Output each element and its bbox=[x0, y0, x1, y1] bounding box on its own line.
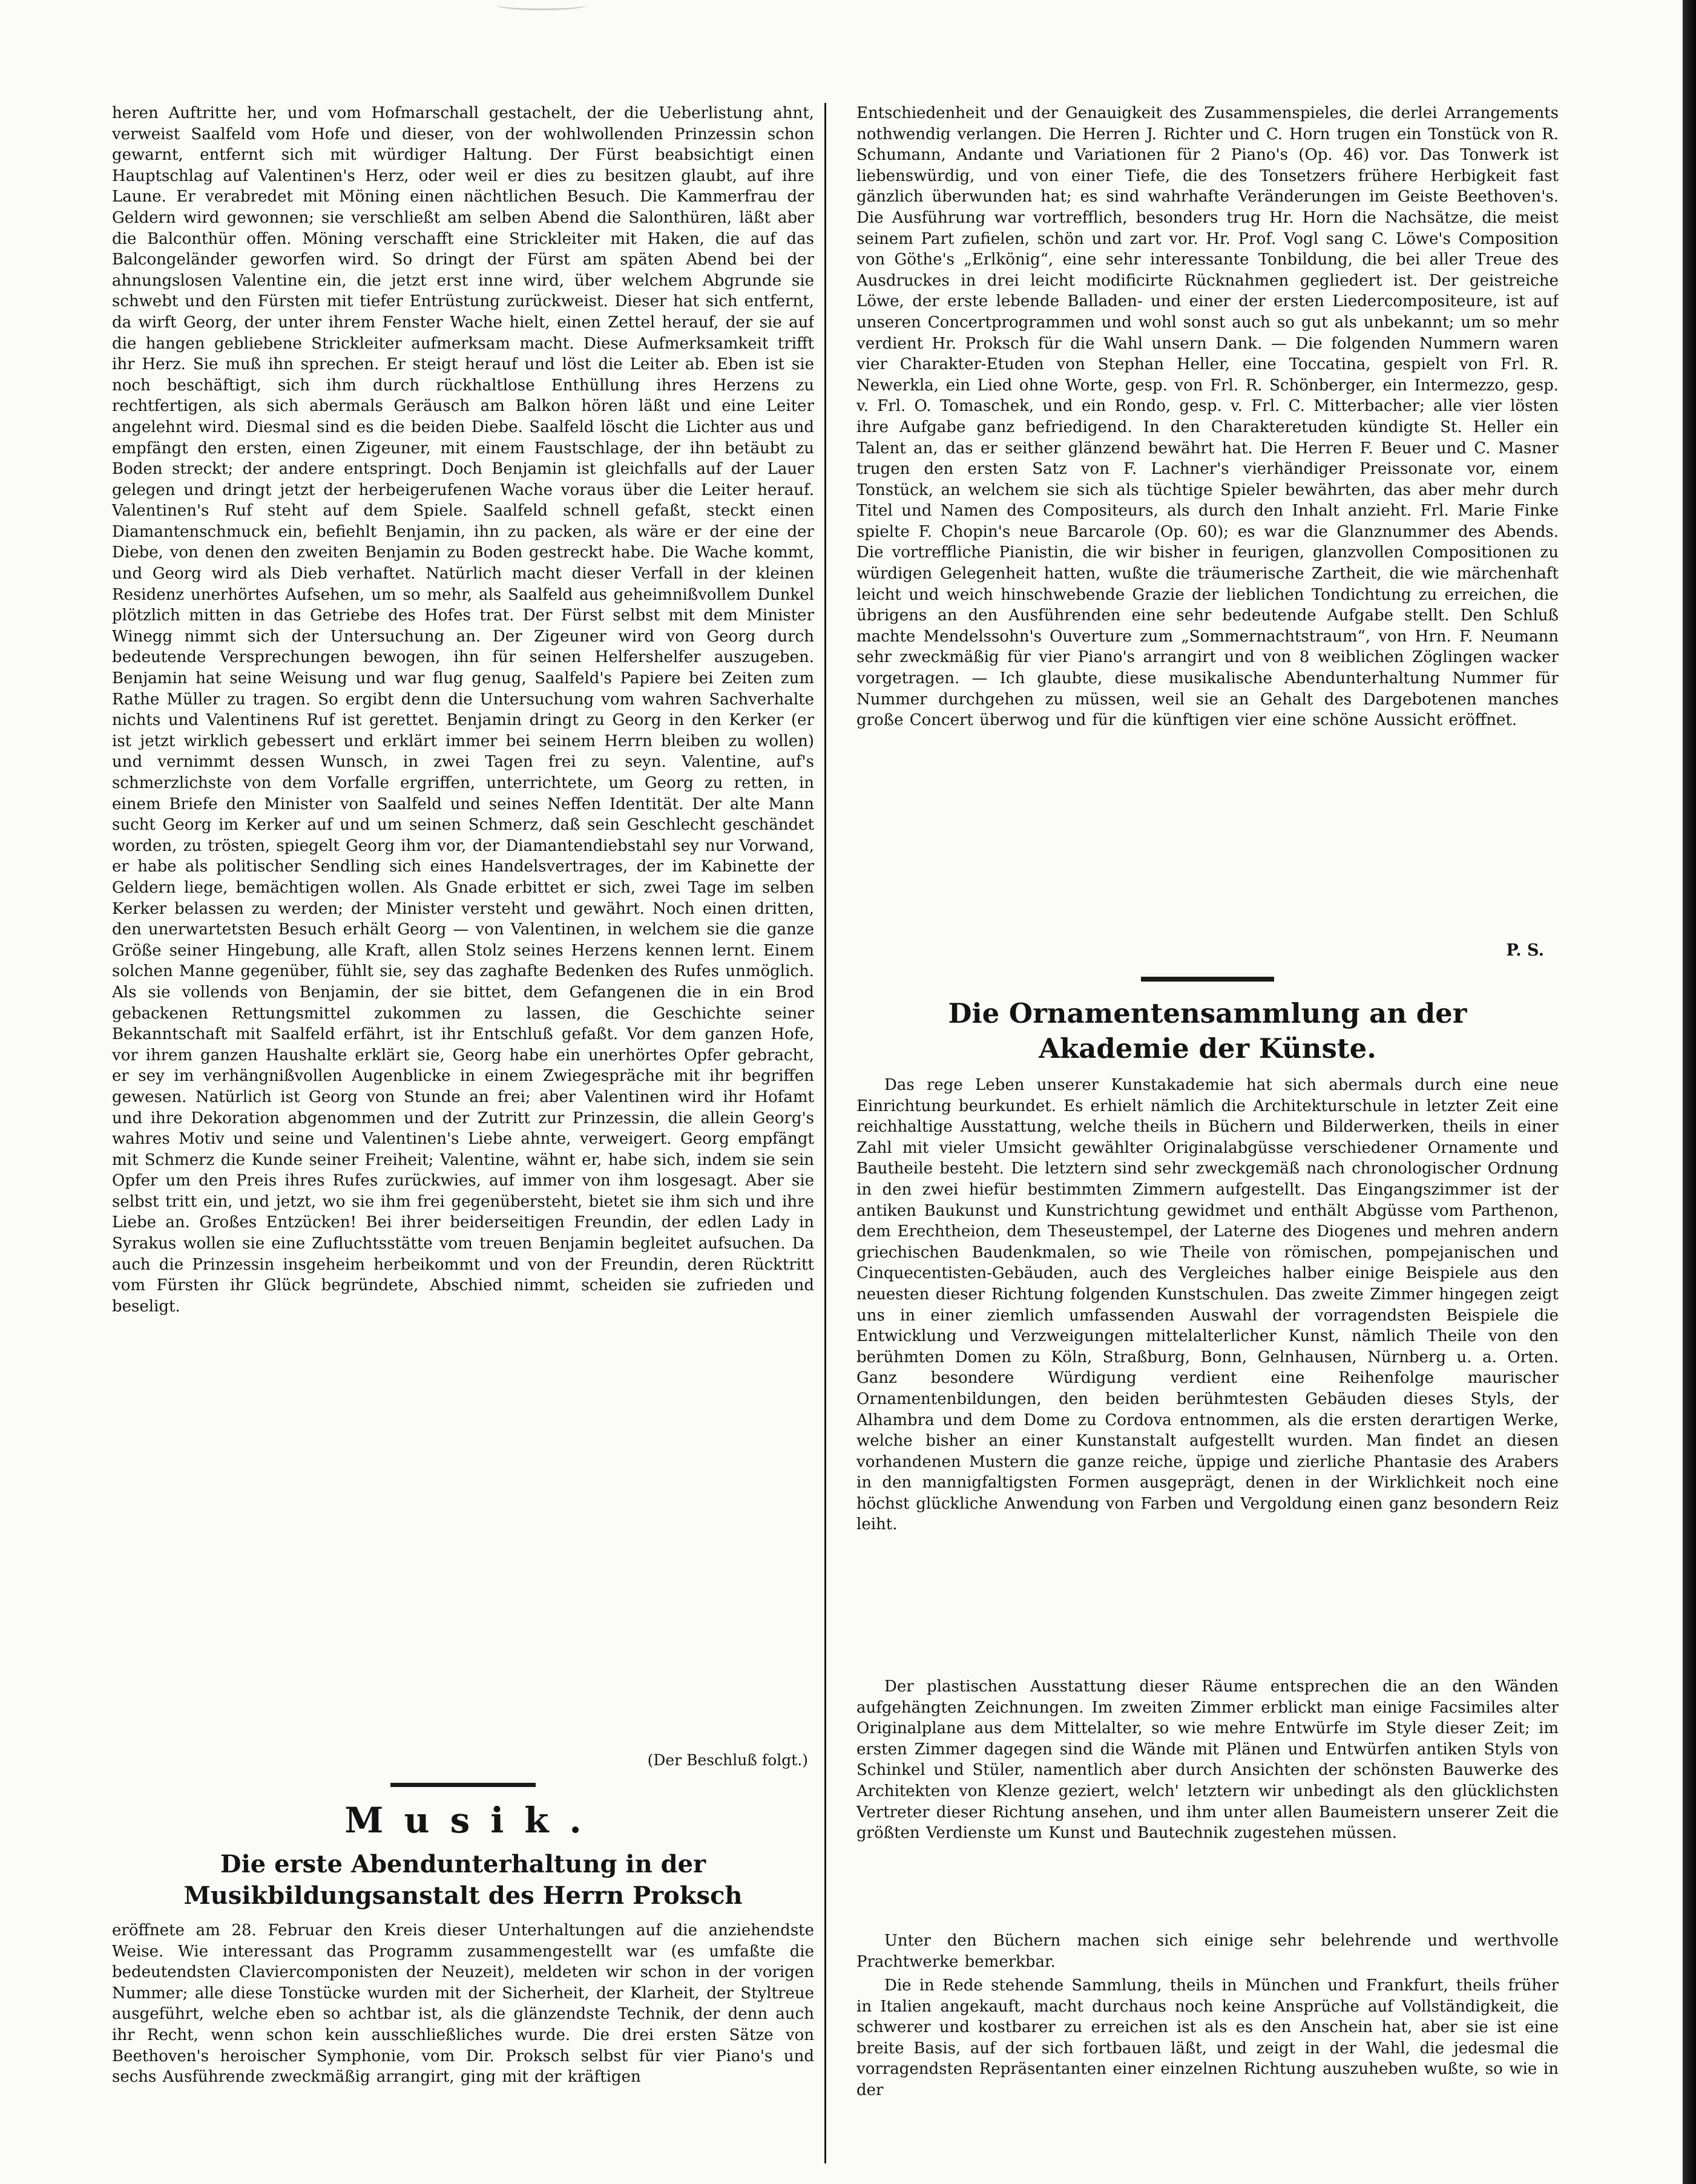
separator-rule bbox=[390, 1783, 536, 1787]
author-signature: P. S. bbox=[1506, 941, 1544, 960]
ornaments-paragraph: Der plastischen Ausstattung dieser Räume entsprechen die an den Wänden aufgehängten Zeichnungen. Im zweiten Zimmer erblickt man einige Facsimiles alter Originalplane aus dem Mittelalter, so wie mehre Entwürfe im Style dieser Zeit; im ersten Zimmer dagegen sind die Wände mit Plänen und Entwürfen antiken Styls von Schinkel und Stüler, namentlich aber durch Ansichten der schönsten Bauwerke des Architekten von Klenze geziert, welch' letztern wir unbedingt als den glücklichsten Vertreter dieser Richtung ansehen, und ihm unter allen Baumeistern unserer Zeit die größten Verdienste um Kunst und Bautechnik zugestehen müssen. bbox=[856, 1677, 1559, 1843]
ornaments-paragraph: Die in Rede stehende Sammlung, theils in München und Frankfurt, theils früher in Italien angekauft, macht durchaus noch keine Ansprüche auf Vollständigkeit, die schwerer und kostbarer zu erreichen ist als es den Anschein hat, aber sie ist eine breite Basis, auf der sich fortbauen läßt, und zeigt in der Wahl, die jedesmal die vorragendsten Repräsentanten einer einzelnen Richtung auszuheben wußte, so wie in der bbox=[856, 1976, 1559, 2099]
concert-review-text: eröffnete am 28. Februar den Kreis dieser Unterhaltungen auf die anziehendste Weise. Wie interessant das Programm zusammengestellt war (es umfaßte die bedeutendsten Claviercomponisten der Neuzeit), meldeten wir schon in der vorigen Nummer; alle diese Tonstücke wurden mit der Sicherheit, der Klarheit, der Styltreue ausgeführt, welche eben so achtbar ist, als die glänzendste Technik, der denn auch ihr Recht, wenn schon kein ausschließliches wurde. Die drei ersten Sätze von Beethoven's heroischer Symphonie, vom Dir. Proksch selbst für vier Piano's und sechs Ausführende zweckmäßig arrangirt, ging mit der kräftigen bbox=[112, 1921, 814, 2087]
ornaments-paragraph: Unter den Büchern machen sich einige sehr belehrende und werthvolle Prachtwerke bemerkbar. bbox=[856, 1932, 1559, 1971]
serial-story-text: heren Auftritte her, und vom Hofmarschall gestachelt, der die Ueberlistung ahnt, verweist Saalfeld vom Hofe und dieser, von der wohlwollenden Prinzessin schon gewarnt, entfernt sich mit würdiger Haltung. Der Fürst beabsichtigt einen Hauptschlag auf Valentinen's Herz, oder weil er dies zu besitzen glaubt, auf ihre Laune. Er verabredet mit Möning einen nächtlichen Besuch. Die Kammerfrau der Geldern wird gewonnen; sie verschließt am selben Abend die Salonthüren, läßt aber die Balconthür offen. Möning verschafft eine Strickleiter mit Haken, die auf das Balcongeländer geworfen wird. So dringt der Fürst am späten Abend bei der ahnungslosen Valentine ein, die jetzt erst inne wird, über welchem Abgrunde sie schwebt und den Fürsten mit tiefer Entrüstung zurückweist. Dieser hat sich entfernt, da wirft Georg, der unter ihrem Fenster Wache hielt, einen Zettel herauf, der sie auf die hangen gebliebene Strickleiter aufmerksam macht. Diese Aufmerksamkeit trifft ihr Herz. Sie muß ihn sprechen. Er steigt herauf und löst die Leiter ab. Eben ist sie noch beschäftigt, sich ihm durch rückhaltlose Enthüllung ihres Herzens zu rechtfertigen, als sich abermals Geräusch am Balkon hören läßt und eine Leiter angelehnt wird. Diesmal sind es die beiden Diebe. Saalfeld löscht die Lichter aus und empfängt den ersten, einen Zigeuner, mit einem Faustschlage, der ihn betäubt zu Boden streckt; der andere entspringt. Doch Benjamin ist gleichfalls auf der Lauer gelegen und dringt jetzt der herbeigerufenen Wache voraus über die Leiter herauf. Valentinen's Ruf steht auf dem Spiele. Saalfeld schnell gefaßt, steckt einen Diamantenschmuck ein, befiehlt Benjamin, ihn zu packen, als wäre er der eine der Diebe, von denen den zweiten Benjamin zu Boden gestreckt habe. Die Wache kommt, und Georg wird als Dieb verhaftet. Natürlich macht dieser Verfall in der kleinen Residenz unerhörtes Aufsehen, um so mehr, als Saalfeld aus geheimnißvollem Dunkel plötzlich mitten in das Getriebe des Hofes trat. Der Fürst selbst mit dem Minister Winegg nimmt sich der Untersuchung an. Der Zigeuner wird von Georg durch bedeutende Versprechungen bewogen, ihn für seinen Helfershelfer auszugeben. Benjamin hat seine Weisung und war flug genug, Saalfeld's Papiere bei Zeiten zum Rathe Müller zu tragen. So ergibt denn die Untersuchung vom wahren Sachverhalte nichts und Valentinens Ruf ist gerettet. Benjamin dringt zu Georg in den Kerker (er ist jetzt wirklich gebessert und erklärt immer bei seinem Herrn bleiben zu wollen) und vernimmt dessen Wunsch, in zwei Tagen frei zu seyn. Valentine, auf's schmerzlichste von dem Vorfalle ergriffen, unterrichtete, um Georg zu retten, in einem Briefe den Minister von Saalfeld und seines Neffen Identität. Der alte Mann sucht Georg im Kerker auf und um seinen Schmerz, daß sein Geschlecht geschändet worden, zu trösten, spiegelt Georg ihm vor, der Diamantendiebstahl sey nur Vorwand, er habe als politischer Sendling sich eines Handelsvertrages, der im Kabinette der Geldern liege, bemächtigen wollen. Als Gnade erbittet er sich, zwei Tage im selben Kerker belassen zu werden; der Minister versteht und gewährt. Noch einen dritten, den unerwartetsten Besuch erhält Georg — von Valentinen, in welchem sie die ganze Größe seiner Hingebung, alle Kraft, allen Stolz seines Herzens kennen lernt. Einem solchen Manne gegenüber, fühlt sie, sey das zaghafte Bedenken des Rufes unmöglich. Als sie vollends von Benjamin, der sie bittet, dem Gefangenen die in ein Brod gebackenen Rettungsmittel zukommen zu lassen, die Geschichte seiner Bekanntschaft mit Saalfeld erfährt, ist ihr Entschluß gefaßt. Vor dem ganzen Hofe, vor ihrem ganzen Haushalte erklärt sie, Georg habe ein unerhörtes Opfer gebracht, er sey im verhängnißvollen Augenblicke in einem Zwiegespräche mit ihr begriffen gewesen. Natürlich ist Georg von Stunde an frei; aber Valentinen wird ihr Hofamt und ihre Dekoration abgenommen und der Zutritt zur Prinzessin, die allein Georg's wahres Motiv und seine und Valentinen's Liebe ahnte, verweigert. Georg empfängt mit Schmerz die Kunde seiner Freiheit; Valentine, wähnt er, habe sich, indem sie sein Opfer um den Preis ihres Rufes zurückwies, auf immer von ihm losgesagt. Aber sie selbst tritt ein, und jetzt, wo sie ihm frei gegenübersteht, bietet sie ihm sich und ihre Liebe an. Großes Entzücken! Bei ihrer beiderseitigen Freundin, der edlen Lady in Syrakus wollen sie eine Zufluchtsstätte vom treuen Benjamin begleitet aufsuchen. Da auch die Prinzessin insgeheim herbeikommt und von der Freundin, deren Rücktritt vom Fürsten ihr Glück begründete, Abschied nimmt, scheiden sie zufrieden und beseligt. bbox=[112, 104, 814, 1316]
article-title-concert: Die erste Abendunterhaltung in der Musikbildungsanstalt des Herrn Proksch bbox=[183, 1850, 743, 1910]
left-column bbox=[112, 103, 814, 2163]
column-divider bbox=[824, 103, 826, 2163]
article-title-ornaments: Die Ornamentensammlung an der Akademie der Künste. bbox=[948, 997, 1467, 1064]
ornaments-paragraph: Das rege Leben unserer Kunstakademie hat sich abermals durch eine neue Einrichtung beurkundet. Es erhielt nämlich die Architekturschule in letzter Zeit eine reichhaltige Ausstattung, welche theils in Büchern und Bilderwerken, theils in einer Zahl mit vieler Umsicht gewählter Originalabgüsse verschiedener Ornamente und Bautheile besteht. Die letztern sind sehr zweckgemäß nach chronologischer Ordnung in den zwei hiefür bestimmten Zimmern aufgestellt. Das Eingangszimmer ist der antiken Baukunst und Kunstrichtung gewidmet und enthält Abgüsse vom Parthenon, dem Erechtheion, dem Theseustempel, der Laterne des Diogenes und mehren andern griechischen Baudenkmalen, so wie Theile von römischen, pompejanischen und Cinquecentisten-Gebäuden, auch des Vergleiches halber einige Beispiele aus den neuesten dieser Richtung folgenden Kunstschulen. Das zweite Zimmer hingegen zeigt uns in einer ziemlich umfassenden Auswahl der vorragendsten Beispiele die Entwicklung und Verzweigungen mittelalterlicher Kunst, nämlich Theile von den berühmten Domen zu Köln, Straßburg, Bonn, Gelnhausen, Nürnberg u. a. Orten. Ganz besondere Würdigung verdient eine Reihenfolge maurischer Ornamentenbildungen, den beiden berühmtesten Gebäuden dieses Styls, der Alhambra und dem Dome zu Cordova entnommen, als die ersten derartigen Werke, welche bisher an einer Kunstanstalt aufgestellt wurden. Man findet an diesen vorhandenen Mustern die ganze reiche, üppige und zierliche Phantasie des Arabers in den mannigfaltigsten Formen ausgeprägt, denen in der Wirklichkeit noch eine höchst glückliche Anwendung von Farben und Vergoldung einen ganz besondern Reiz leiht. bbox=[856, 1076, 1559, 1534]
ink-smudge bbox=[496, 0, 587, 10]
concert-review-continued: Entschiedenheit und der Genauigkeit des Zusammenspieles, die derlei Arrangements nothwendig verlangen. Die Herren J. Richter und C. Horn trugen ein Tonstück von R. Schumann, Andante und Variationen für 2 Piano's (Op. 46) vor. Das Tonwerk ist liebenswürdig, und von einer Tiefe, die des Tonsetzers frühere Herbigkeit fast gänzlich überwunden hat; es sind wahrhafte Veränderungen im Geiste Beethoven's. Die Ausführung war vortrefflich, besonders trug Hr. Horn die Nachsätze, die meist seinem Part zufielen, schön und zart vor. Hr. Prof. Vogl sang C. Löwe's Composition von Göthe's „Erlkönig“, eine sehr interessante Tonbildung, die bei aller Treue des Ausdruckes in drei leicht modificirte Rücknahmen gegliedert ist. Der geistreiche Löwe, der erste lebende Balladen- und einer der ersten Liedercompositeure, ist auf unseren Concertprogrammen und wohl sonst auch so gut als unbekannt; um so mehr verdient Hr. Proksch für die Wahl unsern Dank. — Die folgenden Nummern waren vier Charakter-Etuden von Stephan Heller, eine Toccatina, gespielt von Frl. R. Newerkla, ein Lied ohne Worte, gesp. von Frl. R. Schönberger, ein Intermezzo, gesp. v. Frl. O. Tomaschek, und ein Rondo, gesp. v. Frl. C. Mitterbacher; alle vier lösten ihre Aufgabe ganz befriedigend. In den Charakteretuden kündigte St. Heller ein Talent an, das er seither glänzend bewährt hat. Die Herren F. Beuer und C. Masner trugen den ersten Satz von F. Lachner's vierhändiger Preissonate vor, einem Tonstück, an welchem sie sich als tüchtige Spieler bewährten, das aber mehr durch Titel und Namen des Compositeurs, als durch den Inhalt anzieht. Frl. Marie Finke spielte F. Chopin's neue Barcarole (Op. 60); es war die Glanznummer des Abends. Die vortreffliche Pianistin, die wir bisher in feurigen, glanzvollen Compositionen zu würdigen Gelegenheit hatten, wußte die träumerische Zartheit, die wie märchenhaft leicht und weich hinschwebende Grazie der lieblichen Tondichtung zu erreichen, die übrigens an den Ausführenden eine sehr bedeutende Aufgabe stellt. Den Schluß machte Mendelssohn's Ouverture zum „Sommernachtstraum“, von Hrn. F. Neumann sehr zweckmäßig für vier Piano's arrangirt und von 8 weiblichen Zöglingen wacker vorgetragen. — Ich glaubte, diese musikalische Abendunterhaltung Nummer für Nummer durchgehen zu müssen, weil sie an Gehalt des Dargebotenen manches große Concert überwog und für die künftigen vier eine schöne Aussicht eröffnet. bbox=[856, 104, 1559, 730]
continuation-note: (Der Beschluß folgt.) bbox=[647, 1751, 808, 1769]
separator-rule bbox=[1141, 977, 1274, 982]
right-column bbox=[856, 103, 1559, 2163]
scan-edge-shadow bbox=[1683, 0, 1696, 2184]
section-heading-music: Musik. bbox=[344, 1800, 602, 1841]
